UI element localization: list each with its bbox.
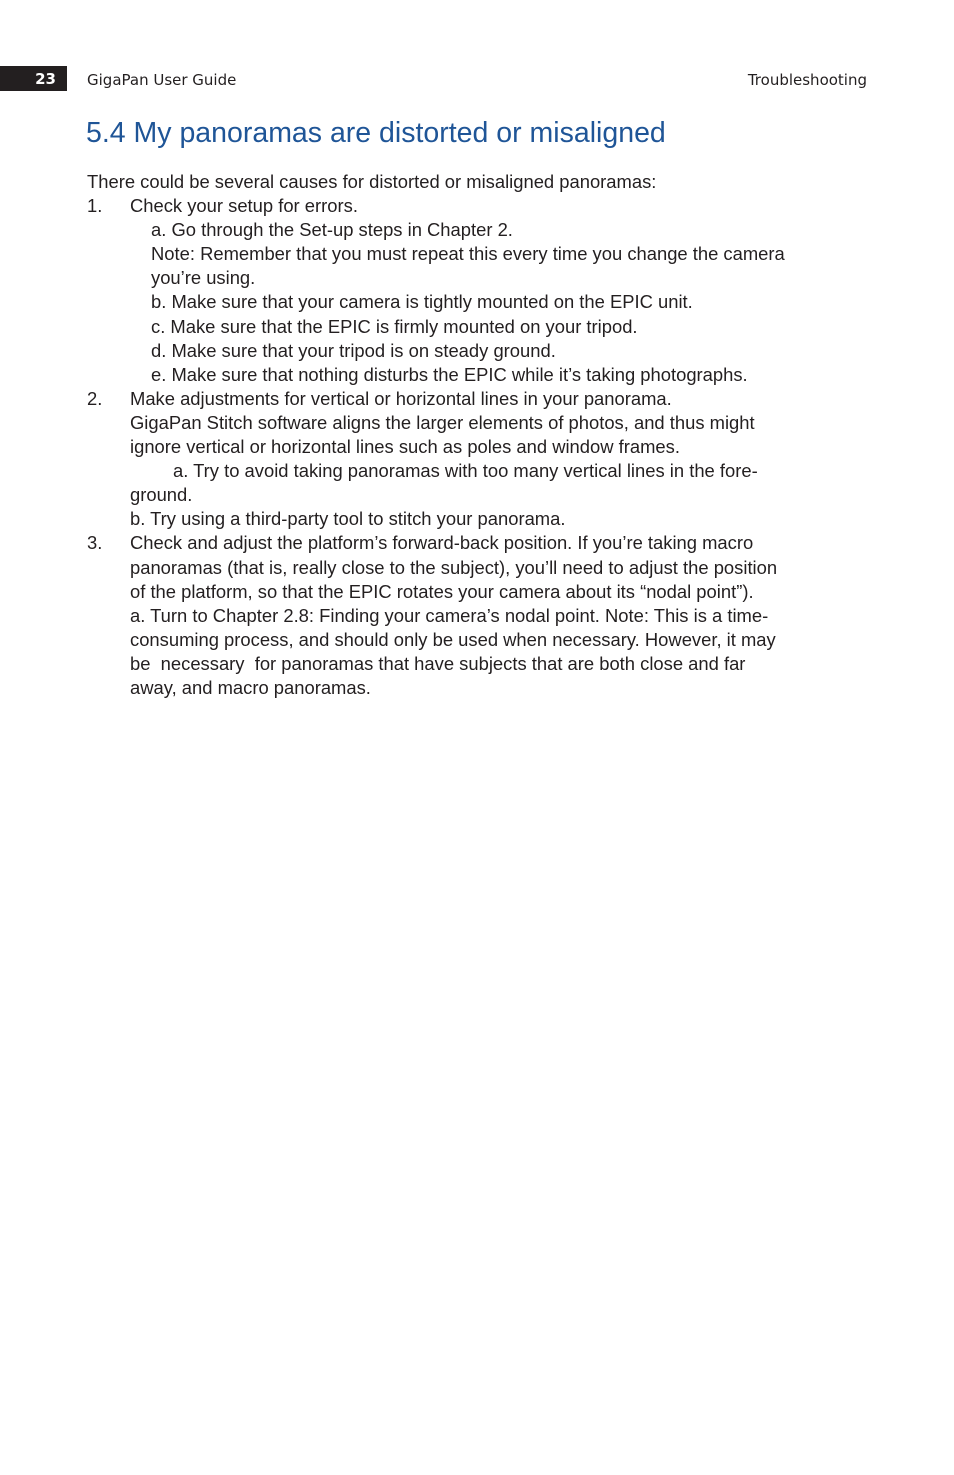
paragraph-line: ignore vertical or horizontal lines such as poles and window frames. xyxy=(130,436,680,458)
page-number-tab xyxy=(0,66,67,91)
sub-item: c. Make sure that the EPIC is firmly mounted on your tripod. xyxy=(151,315,638,337)
sub-item-continuation: ground. xyxy=(130,484,193,506)
list-item-1 xyxy=(87,194,847,218)
intro-text: There could be several causes for distorted or misaligned panoramas: xyxy=(87,171,657,192)
sub-item: b. Make sure that your camera is tightly mounted on the EPIC unit. xyxy=(151,291,693,313)
note-line: you’re using. xyxy=(151,267,256,289)
sub-item: a. Try to avoid taking panoramas with too many vertical lines in the fore- xyxy=(173,460,758,482)
list-item-3 xyxy=(87,531,847,555)
chapter-title: Troubleshooting xyxy=(747,71,867,89)
list-number: 3. xyxy=(87,532,103,554)
note-line: Note: Remember that you must repeat this every time you change the camera xyxy=(151,243,785,265)
paragraph-line: panoramas (that is, really close to the subject), you’ll need to adjust the position xyxy=(130,556,778,578)
list-item-text: Check and adjust the platform’s forward-back position. If you’re taking macro xyxy=(130,532,754,554)
sub-item-continuation: consuming process, and should only be used when necessary. However, it may xyxy=(130,628,776,650)
page-number: 23 xyxy=(35,69,56,88)
list-item-text: Make adjustments for vertical or horizontal lines in your panorama. xyxy=(130,387,672,409)
list-number: 2. xyxy=(87,387,103,409)
sub-item: b. Try using a third-party tool to stitch your panorama. xyxy=(130,508,566,530)
list-item-2 xyxy=(87,387,847,411)
paragraph-line: GigaPan Stitch software aligns the larger elements of photos, and thus might xyxy=(130,411,755,433)
sub-item-continuation: away, and macro panoramas. xyxy=(130,676,371,698)
sub-item: d. Make sure that your tripod is on steady ground. xyxy=(151,339,556,361)
section-body xyxy=(87,170,847,700)
sub-item: a. Go through the Set-up steps in Chapter 2. xyxy=(151,219,513,241)
sub-item: a. Turn to Chapter 2.8: Finding your camera’s nodal point. Note: This is a time- xyxy=(130,604,769,626)
sub-item: e. Make sure that nothing disturbs the EPIC while it’s taking photographs. xyxy=(151,363,748,385)
book-title: GigaPan User Guide xyxy=(87,71,237,89)
list-item-text: Check your setup for errors. xyxy=(130,195,358,217)
section-title: 5.4 My panoramas are distorted or misaligned xyxy=(86,117,666,149)
sub-item-continuation: be necessary for panoramas that have subjects that are both close and far xyxy=(130,652,746,674)
paragraph-line: of the platform, so that the EPIC rotates your camera about its “nodal point”). xyxy=(130,580,754,602)
list-number: 1. xyxy=(87,195,103,217)
